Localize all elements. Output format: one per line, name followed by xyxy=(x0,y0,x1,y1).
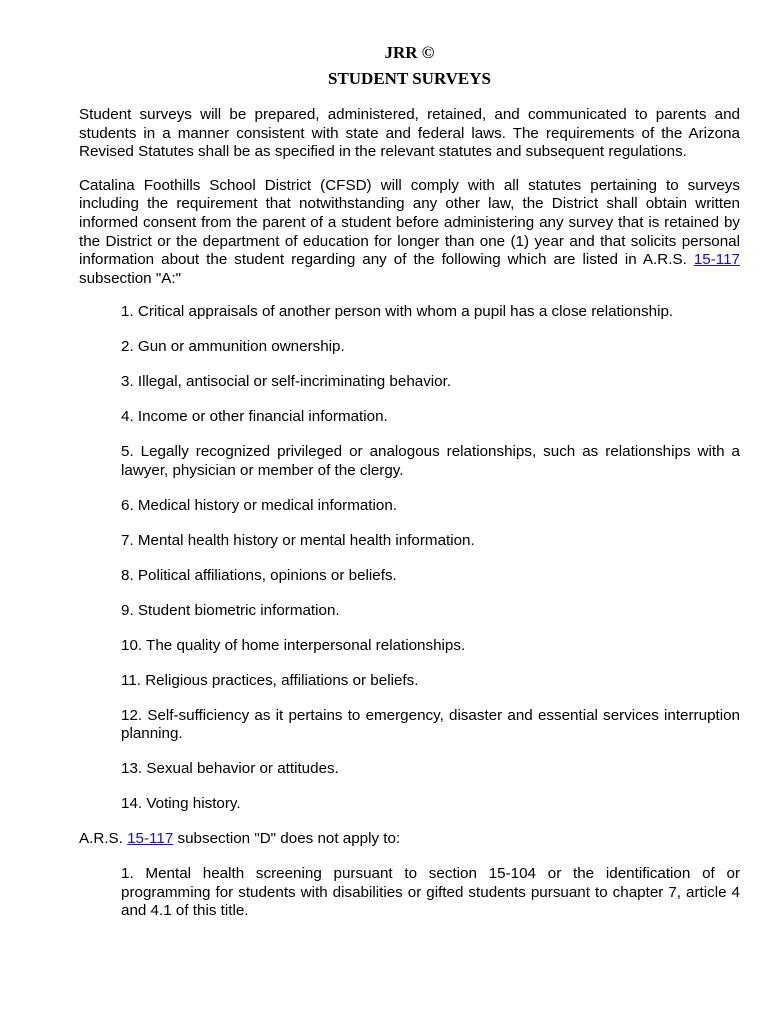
list-item: 12. Self-sufficiency as it pertains to emergency, disaster and essential services interruption planning. xyxy=(121,706,740,743)
consent-paragraph xyxy=(79,177,740,289)
list-item: 14. Voting history. xyxy=(121,795,241,813)
list-item: 11. Religious practices, affiliations or beliefs. xyxy=(121,671,419,689)
list-item: 5. Legally recognized privileged or analogous relationships, such as relationships with a lawyer, physician or member of the clergy. xyxy=(121,443,740,479)
document-page xyxy=(79,40,740,937)
list-item: 9. Student biometric information. xyxy=(121,601,340,619)
statute-link-15-117-d[interactable]: 15-117 xyxy=(127,830,174,848)
list-item: 7. Mental health history or mental health information. xyxy=(121,531,475,549)
statute-link-15-117[interactable]: 15-117 xyxy=(693,251,740,269)
list-item: 3. Illegal, antisocial or self-incriminating behavior. xyxy=(121,373,452,391)
list-a xyxy=(79,303,740,814)
section-d-text-end: subsection "D" does not apply to: xyxy=(173,830,401,848)
section-d-lead xyxy=(79,830,740,849)
policy-code: JRR © xyxy=(384,43,435,62)
consent-text-end: subsection "A:" xyxy=(79,269,181,287)
consent-text: Catalina Foothills School District (CFSD) will comply with all statutes pertaining to surveys including the requirement that notwithstanding any other law, the District shall obtain written informed consent from the parent of a student before administering any survey that is retained by the District or the department of education for longer than one (1) year and that solicits personal information about the student regarding any of the following which are listed in A.R.S. xyxy=(79,176,740,269)
list-item: 13. Sexual behavior or attitudes. xyxy=(121,760,339,778)
intro-paragraph: Student surveys will be prepared, administered, retained, and communicated to parents and students in a manner consistent with state and federal laws. The requirements of the Arizona Revised Statutes shall be as specified in the relevant statutes and subsequent regulations. xyxy=(79,106,740,161)
list-item: 4. Income or other financial information. xyxy=(121,408,388,426)
list-d xyxy=(79,865,740,921)
list-item: 6. Medical history or medical information. xyxy=(121,496,398,514)
list-item: 1. Critical appraisals of another person with whom a pupil has a close relationship. xyxy=(121,303,674,321)
list-item: 8. Political affiliations, opinions or beliefs. xyxy=(121,566,397,584)
list-item: 10. The quality of home interpersonal relationships. xyxy=(121,636,466,654)
page-title: STUDENT SURVEYS xyxy=(327,69,491,88)
title-block xyxy=(79,40,740,92)
section-d-text: A.R.S. xyxy=(79,830,128,848)
list-item: 2. Gun or ammunition ownership. xyxy=(121,338,345,356)
list-item: 1. Mental health screening pursuant to section 15-104 or the identification of or programming for students with disabilities or gifted students pursuant to chapter 7, article 4 and 4.1 of this title. xyxy=(121,865,740,920)
